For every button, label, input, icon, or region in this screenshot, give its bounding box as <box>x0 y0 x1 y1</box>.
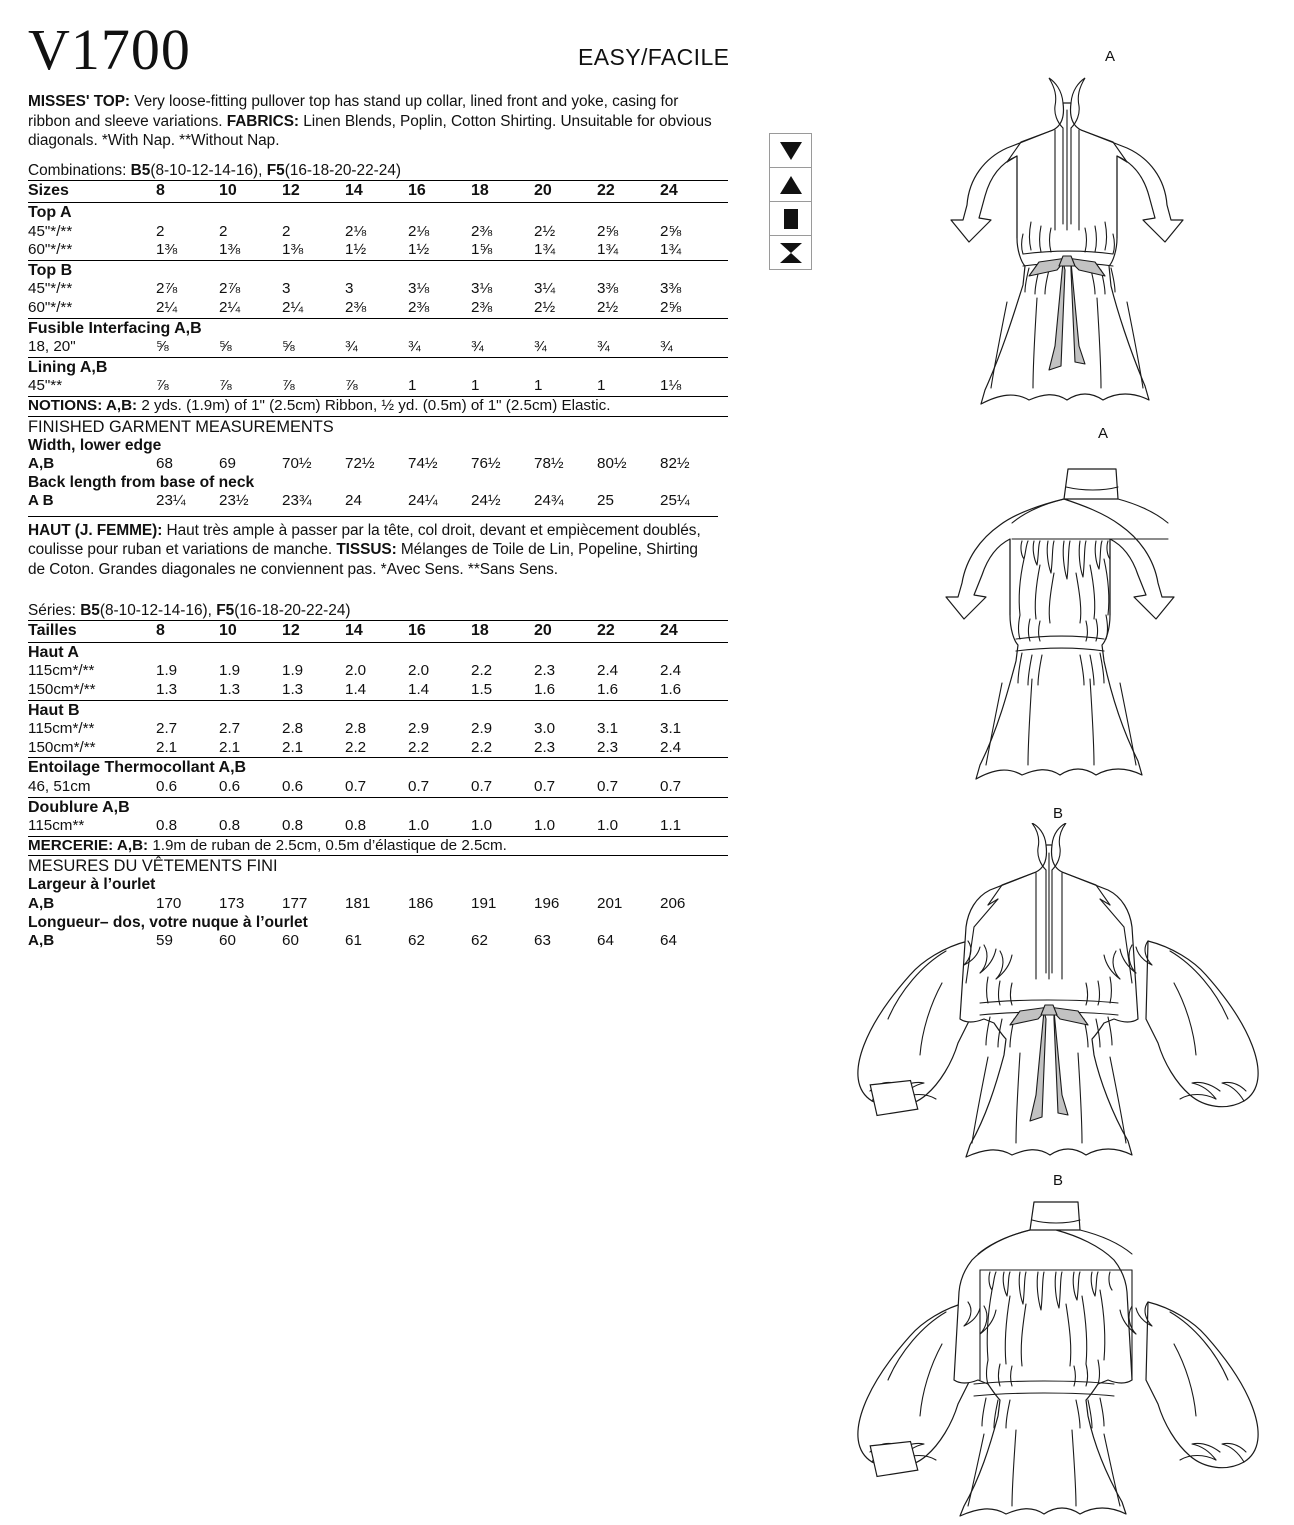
cell: ⅞ <box>345 377 358 395</box>
cell: 2 <box>156 222 165 240</box>
cell: 24 <box>345 492 362 510</box>
cell: 2⅛ <box>345 222 367 240</box>
cell: 2.4 <box>660 662 682 680</box>
cell: 191 <box>471 894 497 912</box>
cell: 0.8 <box>219 817 241 835</box>
cell: 2.1 <box>219 738 241 756</box>
cell: 1¾ <box>534 241 556 259</box>
cell: 1⅜ <box>219 241 241 259</box>
notions-text-fr: 1.9m de ruban de 2.5cm, 0.5m d’élastique de 2.5cm. <box>148 836 507 854</box>
cell: ⅝ <box>156 338 169 356</box>
pattern-info-column <box>28 17 728 951</box>
group-title-top-a: Top A <box>28 202 728 222</box>
cell: ¾ <box>660 338 673 356</box>
size-col-0: 8 <box>156 181 219 203</box>
cell: 72½ <box>345 455 375 473</box>
size-col-3: 14 <box>345 621 408 643</box>
cell: 173 <box>219 894 245 912</box>
combo-f5-sizes-en: (16-18-20-22-24) <box>284 161 402 179</box>
size-col-7: 22 <box>597 181 660 203</box>
cell: 64 <box>597 932 614 950</box>
description-en-body1: Very loose-fitting pullover top has stand up collar, lined front and yoke, casing for ribbon and sleeve variations. <box>28 93 679 130</box>
cell: 0.8 <box>345 817 367 835</box>
row-label: A,B <box>28 455 55 473</box>
cell: 63 <box>534 932 551 950</box>
cell: 1.9 <box>156 662 178 680</box>
size-col-8: 24 <box>660 181 723 203</box>
cell: 2.2 <box>471 738 493 756</box>
yardage-table-english <box>28 162 728 511</box>
cell: 2½ <box>534 222 556 240</box>
cell: 2.7 <box>219 720 241 738</box>
combinations-row-en <box>28 162 728 181</box>
cell: 61 <box>345 932 362 950</box>
cell: 2⅜ <box>471 222 493 240</box>
combinations-label-en: Combinations: <box>28 161 127 179</box>
row-label: 45"*/** <box>28 222 73 240</box>
cell: 1.5 <box>471 681 493 699</box>
row-label: A B <box>28 492 54 510</box>
table-row <box>28 817 728 836</box>
cell: 1.6 <box>597 681 619 699</box>
row-label: 46, 51cm <box>28 778 91 795</box>
cell: 1.4 <box>345 681 367 699</box>
cell: 1 <box>534 377 543 395</box>
cell: 2.4 <box>597 662 619 680</box>
notions-row-en <box>28 396 728 416</box>
finished-subtitle-largeur-fr: Largeur à l’ourlet <box>28 876 156 894</box>
row-label: 150cm*/** <box>28 738 96 756</box>
finished-subtitle-row <box>28 474 728 493</box>
view-label-b-front: B <box>1052 805 1063 822</box>
description-english <box>28 92 718 151</box>
notions-text-en: 2 yds. (1.9m) of 1" (2.5cm) Ribbon, ½ yd. (0.5m) of 1" (2.5cm) Elastic. <box>137 396 611 414</box>
row-label: 45"*/** <box>28 280 73 298</box>
cell: 1 <box>471 377 480 395</box>
cell: ⅝ <box>219 338 232 356</box>
finished-subtitle-longueur-fr: Longueur– dos, votre nuque à l’ourlet <box>28 913 308 931</box>
table-row <box>28 778 728 797</box>
cell: 1.0 <box>408 817 430 835</box>
size-col-2: 12 <box>282 621 345 643</box>
cell: 59 <box>156 932 173 950</box>
cell: 2.9 <box>408 720 430 738</box>
size-col-4: 16 <box>408 621 471 643</box>
triangle-down-icon <box>770 134 811 168</box>
group-title-top-b: Top B <box>28 260 728 280</box>
group-title-row <box>28 758 728 778</box>
row-label: 150cm*/** <box>28 681 96 699</box>
cell: 2.2 <box>345 738 367 756</box>
table-row <box>28 739 728 758</box>
finished-subtitle-row <box>28 437 728 456</box>
description-fr-body2: Mélanges de Toile de Lin, Popeline, Shirting de Coton. Grandes diagonales ne conviennent pas. *Avec Sens. **Sans Sens. <box>28 541 698 579</box>
cell: 2¼ <box>282 298 304 316</box>
cell: 1.0 <box>534 817 556 835</box>
cell: 2.0 <box>345 662 367 680</box>
cell: 0.6 <box>156 778 178 795</box>
finished-title-fr: MESURES DU VÊTEMENTS FINI <box>28 856 728 877</box>
illustration-view-a-front <box>945 48 1275 423</box>
group-title-row <box>28 202 728 222</box>
cell: 78½ <box>534 455 564 473</box>
cell: 1¾ <box>597 241 619 259</box>
group-title-row <box>28 642 728 662</box>
cell: 2⅝ <box>660 298 682 316</box>
group-title-lining: Lining A,B <box>28 357 728 377</box>
cell: 25¼ <box>660 492 690 510</box>
group-title-doublure: Doublure A,B <box>28 797 728 817</box>
cell: 23½ <box>219 492 249 510</box>
finished-title-en: FINISHED GARMENT MEASUREMENTS <box>28 416 728 437</box>
cell: 1⅛ <box>660 377 682 395</box>
cell: 76½ <box>471 455 501 473</box>
cell: 3.1 <box>597 720 619 738</box>
group-title-row <box>28 318 728 338</box>
finished-subtitle-row <box>28 914 728 933</box>
row-label: A,B <box>28 894 55 912</box>
finished-subtitle-backlength-en: Back length from base of neck <box>28 473 255 491</box>
group-title-row <box>28 700 728 720</box>
page-title: V1700 <box>28 17 191 82</box>
cell: 2⅝ <box>660 222 682 240</box>
sizes-label-fr: Tailles <box>28 621 156 643</box>
cell: 24¾ <box>534 492 564 510</box>
table-row <box>28 299 728 318</box>
view-label-b-back: B <box>1052 1172 1063 1189</box>
cell: 181 <box>345 894 371 912</box>
cell: 3⅜ <box>597 280 619 298</box>
group-title-entoilage: Entoilage Thermocollant A,B <box>28 758 728 778</box>
row-label: 115cm*/** <box>28 662 95 680</box>
cell: 0.7 <box>660 778 682 795</box>
size-col-4: 16 <box>408 181 471 203</box>
cell: 186 <box>408 894 434 912</box>
cell: 1.6 <box>534 681 556 699</box>
description-en-body2: Linen Blends, Poplin, Cotton Shirting. Unsuitable for obvious diagonals. *With Nap. **Without Nap. <box>28 112 712 150</box>
cell: 1.4 <box>408 681 430 699</box>
size-col-0: 8 <box>156 621 219 643</box>
cell: 3 <box>282 280 291 298</box>
square-icon <box>770 202 811 236</box>
size-col-5: 18 <box>471 181 534 203</box>
cell: 0.7 <box>534 778 556 795</box>
cell: 1.3 <box>282 681 304 699</box>
row-label: A,B <box>28 932 55 950</box>
description-french <box>28 516 718 580</box>
cell: ¾ <box>408 338 421 356</box>
cell: 0.8 <box>282 817 304 835</box>
cell: ¾ <box>534 338 547 356</box>
cell: 2.9 <box>471 720 493 738</box>
cell: 0.6 <box>282 778 304 795</box>
cell: 2.2 <box>408 738 430 756</box>
cell: 0.7 <box>408 778 430 795</box>
cell: 1⅜ <box>156 241 178 259</box>
size-col-1: 10 <box>219 621 282 643</box>
cell: 1.3 <box>219 681 241 699</box>
row-label: 60"*/** <box>28 241 73 259</box>
cell: ⅞ <box>219 377 232 395</box>
group-title-row <box>28 357 728 377</box>
table-row <box>28 720 728 739</box>
cell: ¾ <box>597 338 610 356</box>
cell: 1.3 <box>156 681 178 699</box>
yardage-table-french <box>28 602 728 951</box>
group-title-interfacing: Fusible Interfacing A,B <box>28 318 728 338</box>
cell: 2.0 <box>408 662 430 680</box>
cell: 2.3 <box>597 738 619 756</box>
cell: 2.4 <box>660 738 682 756</box>
finished-subtitle-width-en: Width, lower edge <box>28 436 162 454</box>
cell: 23¾ <box>282 492 312 510</box>
cell: 2.2 <box>471 662 493 680</box>
cell: 0.7 <box>597 778 619 795</box>
group-title-haut-a: Haut A <box>28 642 728 662</box>
size-col-5: 18 <box>471 621 534 643</box>
size-col-2: 12 <box>282 181 345 203</box>
table-row <box>28 932 728 951</box>
cell: 206 <box>660 894 686 912</box>
cell: 62 <box>408 932 425 950</box>
cell: 2.1 <box>282 738 304 756</box>
cell: 2.1 <box>156 738 178 756</box>
row-label: 115cm*/** <box>28 720 95 738</box>
size-col-3: 14 <box>345 181 408 203</box>
combo-f5-en: F5 <box>266 161 285 179</box>
cell: 3¼ <box>534 280 556 298</box>
cell: 0.6 <box>219 778 241 795</box>
view-label-a-back: A <box>1097 425 1108 442</box>
cell: 2.7 <box>156 720 178 738</box>
cell: 23¼ <box>156 492 186 510</box>
combo-b5-sizes-en: (8-10-12-14-16), <box>150 161 263 179</box>
fabrics-label-en: FABRICS: <box>226 112 299 130</box>
row-label: 45"** <box>28 377 63 395</box>
table-row <box>28 895 728 914</box>
description-fr-lead: HAUT (J. FEMME): <box>28 521 163 539</box>
description-fr-body1: Haut très ample à passer par la tête, col droit, devant et empiècement doublés, coulisse pour ruban et variations de manche. <box>28 521 701 559</box>
table-row <box>28 492 728 511</box>
notions-label-en: NOTIONS: A,B: <box>28 396 138 414</box>
cell: 2.8 <box>282 720 304 738</box>
cell: 3.0 <box>534 720 556 738</box>
combo-f5-sizes-fr: (16-18-20-22-24) <box>234 601 351 619</box>
notions-row-fr <box>28 836 728 856</box>
cell: 24½ <box>471 492 501 510</box>
cell: 1½ <box>345 241 367 259</box>
row-label: 60"*/** <box>28 298 73 316</box>
cell: 1 <box>408 377 417 395</box>
table-row <box>28 662 728 681</box>
cell: 82½ <box>660 455 690 473</box>
cell: 2⅝ <box>597 222 619 240</box>
cell: 1⅜ <box>282 241 304 259</box>
cell: 60 <box>219 932 236 950</box>
cell: 1.6 <box>660 681 682 699</box>
finished-title-row-fr <box>28 856 728 877</box>
cell: 0.7 <box>471 778 493 795</box>
cell: 69 <box>219 455 236 473</box>
fabrics-label-fr: TISSUS: <box>336 541 397 559</box>
table-row <box>28 223 728 242</box>
description-en-lead: MISSES' TOP: <box>28 93 130 110</box>
table-row <box>28 338 728 357</box>
garment-illustrations <box>820 0 1294 1525</box>
size-col-8: 24 <box>660 621 723 643</box>
group-title-row <box>28 797 728 817</box>
cell: ¾ <box>345 338 358 356</box>
finished-title-row-en <box>28 416 728 437</box>
combo-b5-sizes-fr: (8-10-12-14-16), <box>99 601 212 619</box>
cell: 196 <box>534 894 560 912</box>
cell: 1.0 <box>471 817 493 835</box>
row-label: 115cm** <box>28 817 85 835</box>
cell: 1½ <box>408 241 430 259</box>
row-label: 18, 20" <box>28 338 76 356</box>
cell: 2¼ <box>219 298 241 316</box>
size-col-6: 20 <box>534 621 597 643</box>
cell: 2.3 <box>534 738 556 756</box>
combinations-label-fr: Séries: <box>28 601 76 619</box>
cell: 3⅛ <box>471 280 493 298</box>
cell: 2.8 <box>345 720 367 738</box>
combo-b5-en: B5 <box>130 161 151 179</box>
notions-label-fr: MERCERIE: A,B: <box>28 836 149 854</box>
nap-symbol-box <box>769 133 812 270</box>
sizes-label-en: Sizes <box>28 181 156 203</box>
sizes-header-row-fr <box>28 621 728 643</box>
cell: 2⅜ <box>345 298 367 316</box>
group-title-row <box>28 260 728 280</box>
size-col-7: 22 <box>597 621 660 643</box>
triangle-up-icon <box>770 168 811 202</box>
cell: 25 <box>597 492 614 510</box>
cell: 64 <box>660 932 677 950</box>
combo-f5-fr: F5 <box>216 601 235 619</box>
table-row <box>28 241 728 260</box>
cell: 68 <box>156 455 173 473</box>
cell: 2⅞ <box>219 280 241 298</box>
cell: 1.1 <box>660 817 682 835</box>
size-col-6: 20 <box>534 181 597 203</box>
cell: 2½ <box>597 298 619 316</box>
cell: 24¼ <box>408 492 438 510</box>
cell: 2.3 <box>534 662 556 680</box>
view-label-a-front: A <box>1104 48 1115 65</box>
cell: ¾ <box>471 338 484 356</box>
cell: 2½ <box>534 298 556 316</box>
cell: 2⅞ <box>156 280 178 298</box>
combo-b5-fr: B5 <box>80 601 100 619</box>
cell: 3 <box>345 280 354 298</box>
cell: 2⅛ <box>408 222 430 240</box>
cell: 80½ <box>597 455 627 473</box>
cell: 3.1 <box>660 720 682 738</box>
combinations-row-fr <box>28 602 728 621</box>
cell: 1.9 <box>282 662 304 680</box>
table-row <box>28 280 728 299</box>
cell: 1⅝ <box>471 241 493 259</box>
finished-subtitle-row <box>28 876 728 895</box>
cell: 2 <box>282 222 291 240</box>
group-title-haut-b: Haut B <box>28 700 728 720</box>
cell: 201 <box>597 894 623 912</box>
cell: ⅝ <box>282 338 295 356</box>
cell: 3⅜ <box>660 280 682 298</box>
cell: 170 <box>156 894 182 912</box>
cell: 1¾ <box>660 241 682 259</box>
cell: 60 <box>282 932 299 950</box>
cell: 2⅜ <box>471 298 493 316</box>
cell: 1 <box>597 377 606 395</box>
cell: 0.8 <box>156 817 178 835</box>
cell: 1.0 <box>597 817 619 835</box>
cell: 74½ <box>408 455 438 473</box>
table-row <box>28 681 728 700</box>
illustration-view-b-front <box>838 805 1278 1175</box>
cell: 2 <box>219 222 228 240</box>
cell: 0.7 <box>345 778 367 795</box>
cell: 1.9 <box>219 662 241 680</box>
cell: 3⅛ <box>408 280 430 298</box>
hourglass-icon <box>770 236 811 269</box>
table-row <box>28 377 728 396</box>
cell: 2⅜ <box>408 298 430 316</box>
cell: 70½ <box>282 455 312 473</box>
illustration-view-a-back <box>928 425 1278 795</box>
difficulty-label: EASY/FACILE <box>578 44 730 70</box>
cell: ⅞ <box>282 377 295 395</box>
cell: 2¼ <box>156 298 178 316</box>
illustration-view-b-back <box>838 1172 1278 1517</box>
cell: ⅞ <box>156 377 169 395</box>
sizes-header-row-en <box>28 181 728 203</box>
cell: 62 <box>471 932 488 950</box>
cell: 177 <box>282 894 308 912</box>
size-col-1: 10 <box>219 181 282 203</box>
table-row <box>28 455 728 474</box>
